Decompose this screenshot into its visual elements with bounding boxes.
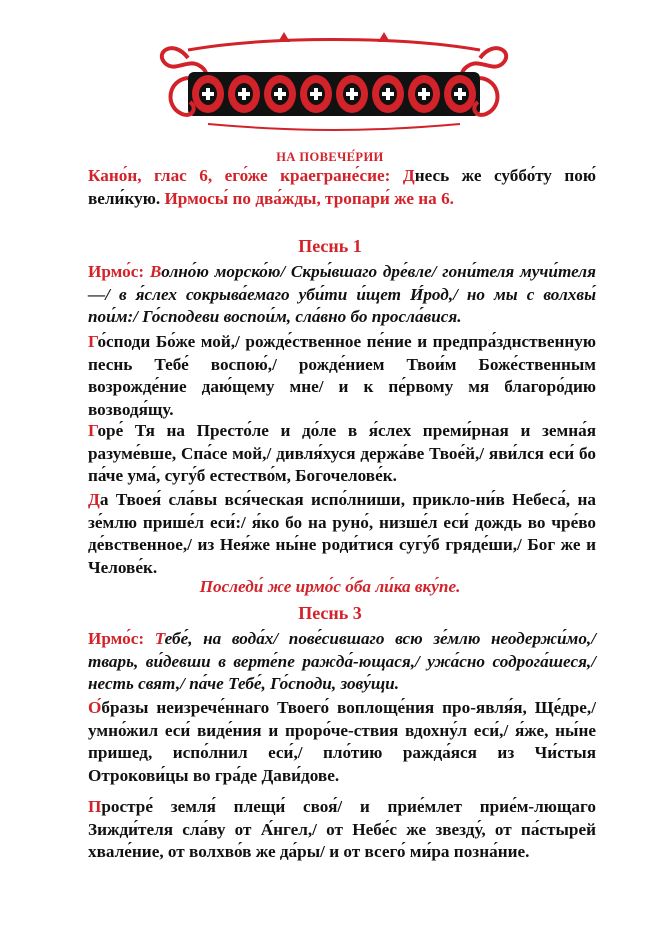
song1-troparion-1 <box>88 331 596 421</box>
song3-title: Песнь 3 <box>298 603 362 623</box>
song1-troparion-3 <box>88 489 596 579</box>
song1-end-rubric: Последи́ же ирмо́с о́ба ли́ка вку́пе. <box>199 577 461 596</box>
canon-label: Кано́н, глас 6, его́же краегране́сие: <box>88 166 403 185</box>
top-arc <box>188 40 480 51</box>
drop-cap: Т <box>154 629 165 648</box>
song3-troparion-1 <box>88 697 596 787</box>
irmos-label: Ирмо́с: <box>88 629 155 648</box>
song1-title: Песнь 1 <box>298 236 362 256</box>
intro-text: несь же суббо́ту пою́ вели́кую. <box>88 166 596 208</box>
intro-paragraph <box>88 165 596 210</box>
troparion-text: ростре́ земля́ плещи́ своя́/ и прие́млет прие́м-лющаго Зижди́теля сла́ву от А́нгел,/ от Небе́с же звезду́, от па́стырей хвале́ние, от волхво́в же да́ры/ и от всего́ ми́ра позна́ние. <box>88 797 596 861</box>
decorative-headpiece <box>148 28 520 136</box>
intro-rubric: Ирмосы́ по два́жды, тропари́ же на 6. <box>164 188 454 208</box>
drop-cap: Д <box>402 166 415 185</box>
troparion-text: бразы неизрече́ннаго Твоего́ воплоще́ния про-явля́я, Ще́дре,/ умно́жил еси́ виде́ния и проро́че-ствия вдохну́л еси́,/ я́же, ны́не пришед, испо́лнил еси́,/ пло́тию ражда́яся из Чи́стыя Отрокови́цы во гра́де Дави́дове. <box>88 698 596 785</box>
irmos-label: Ирмо́с: <box>88 262 150 281</box>
drop-cap: Д <box>88 490 100 509</box>
song1-irmos <box>88 261 596 329</box>
drop-cap: П <box>88 797 102 816</box>
irmos-text: ебе́, на вода́х/ пове́сившаго всю зе́млю неодержи́мо,/ тварь, ви́девши в верте́пе ражда́-ющася,/ ужа́сно содрога́шеся,/ несть свят,/ па́че Тебе́, Го́споди, зову́щи. <box>88 629 596 693</box>
troparion-text: а Твоея́ сла́вы вся́ческая испо́лниши, прикло-ни́в Небеса́, на зе́млю прише́л еси́:/ я́ко бо на руно́, низше́л еси́ дождь во чре́во де́вственное,/ из Нея́же ны́не роди́тися сугу́б гряде́ши,/ Бог же и Челове́к. <box>88 490 596 577</box>
song3-irmos <box>88 628 596 696</box>
drop-cap: В <box>149 262 162 281</box>
drop-cap: Г <box>88 421 98 440</box>
drop-cap: О́ <box>88 698 102 717</box>
irmos-text: олно́ю морско́ю/ Скры́вшаго дре́вле/ гони́теля мучи́теля —/ в я́слех сокрыва́емаго уби́ти и́щет И́род,/ но мы с волхвы́ пои́м:/ Го́сподеви воспои́м, сла́вно бо просла́вися. <box>88 262 596 326</box>
drop-cap: Г <box>88 332 98 351</box>
song1-troparion-2 <box>88 420 596 488</box>
troparion-text: о́споди Бо́же мой,/ рожде́ственное пе́ние и предпра́зднственную песнь Тебе́ воспою́,/ рожде́нием Твои́м Боже́ственным возрожде́ние даю́щему мне/ и к пе́рвому мя благоро́дию возводя́щу. <box>88 332 596 419</box>
section-heading: НА ПОВЕЧЕ́РИИ <box>276 150 384 164</box>
song3-troparion-2 <box>88 796 596 864</box>
troparion-text: оре́ Тя на Престо́ле и до́ле в я́слех преми́рная и земна́я разуме́вше, Спа́се мой,/ дивля́хуся держа́ве Твое́й,/ яви́лся еси́ бо па́че ума́, сугу́б естество́м, Богочелове́к. <box>88 421 596 485</box>
